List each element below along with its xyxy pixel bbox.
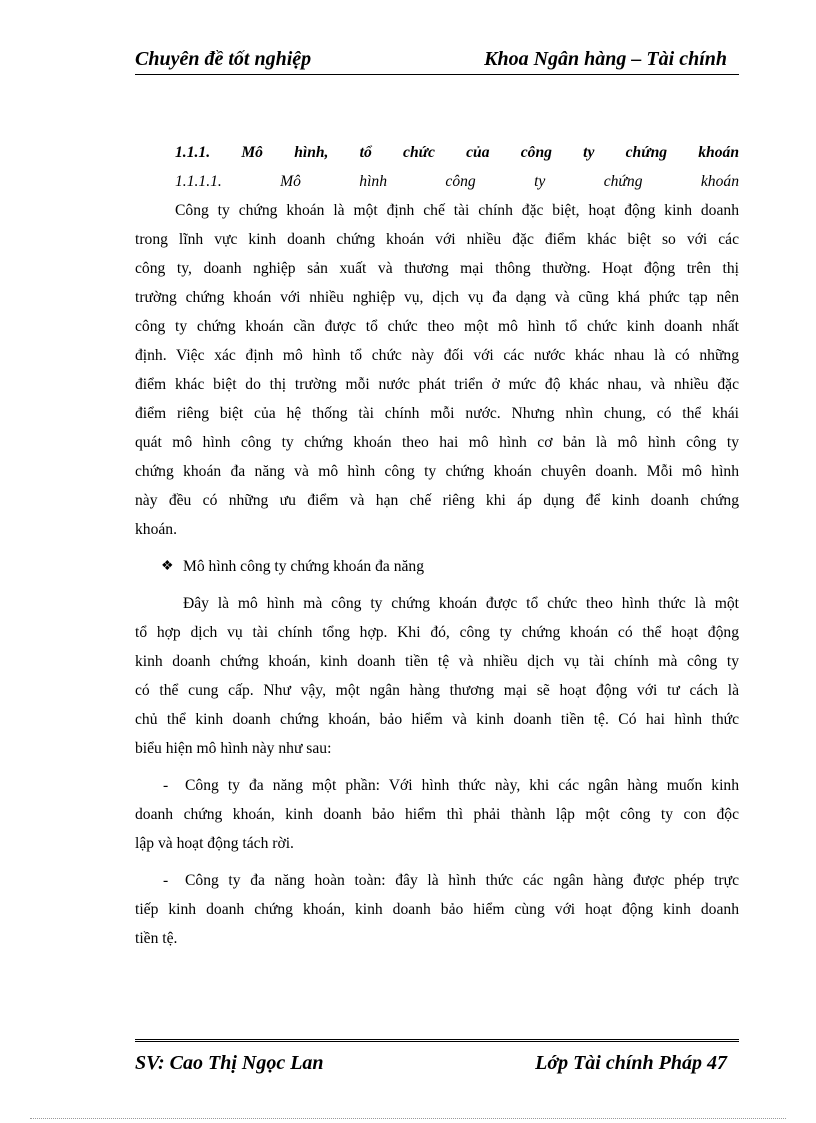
- paragraph-line: Đây là mô hình mà công ty chứng khoán được tổ chức theo hình thức là một: [183, 595, 739, 612]
- paragraph-line: công ty, doanh nghiệp sản xuất và thương mại thông thường. Hoạt động trên thị: [135, 260, 739, 277]
- dash-line: [135, 866, 739, 895]
- paragraph-line: lập và hoạt động tách rời.: [135, 835, 294, 852]
- section-subheading: 1.1.1.1. Mô hình công ty chứng khoán: [175, 173, 739, 190]
- page-footer: [135, 1039, 739, 1078]
- paragraph-line: biểu hiện mô hình này như sau:: [135, 740, 332, 757]
- bullet-text: Mô hình công ty chứng khoán đa năng: [183, 558, 425, 575]
- dash-item-2: [135, 866, 739, 953]
- footer-student-name: SV: Cao Thị Ngọc Lan: [135, 1052, 324, 1074]
- paragraph-line: quát mô hình công ty chứng khoán theo hai mô hình cơ bản là mô hình công ty: [135, 434, 739, 451]
- paragraph-line: có thể cung cấp. Như vậy, một ngân hàng thương mại sẽ hoạt động với tư cách là: [135, 682, 739, 699]
- bullet-item: [135, 552, 739, 581]
- dash-text: Công ty đa năng một phần: Với hình thức này, khi các ngân hàng muốn kinh: [185, 777, 739, 794]
- paragraph-line: tổ hợp dịch vụ tài chính tổng hợp. Khi đó, công ty chứng khoán có thể hoạt động: [135, 624, 739, 641]
- section-heading: 1.1.1. Mô hình, tổ chức của công ty chứng khoán: [175, 144, 739, 161]
- paragraph-1: [135, 196, 739, 544]
- diamond-bullet-icon: ❖: [161, 559, 174, 574]
- dash-bullet: -: [163, 872, 169, 889]
- paragraph-2: [135, 589, 739, 763]
- dash-text: Công ty đa năng hoàn toàn: đây là hình thức các ngân hàng được phép trực: [185, 872, 739, 889]
- paragraph-line: tiếp kinh doanh chứng khoán, kinh doanh bảo hiểm cùng với hoạt động kinh doanh: [135, 901, 739, 918]
- document-body: [135, 138, 739, 953]
- paragraph-line: tiền tệ.: [135, 930, 178, 947]
- header-left-title: Chuyên đề tốt nghiệp: [135, 48, 312, 70]
- dash-bullet: -: [163, 777, 169, 794]
- paragraph-line: chứng khoán đa năng và mô hình công ty chứng khoán chuyên doanh. Mỗi mô hình: [135, 463, 739, 480]
- paragraph-line: điểm riêng biệt của hệ thống tài chính mỗi nước. Nhưng nhìn chung, có thể khái: [135, 405, 739, 422]
- page-header: [135, 48, 739, 75]
- header-right-title: Khoa Ngân hàng – Tài chính: [484, 48, 727, 70]
- footer-class-name: Lớp Tài chính Pháp 47: [535, 1052, 727, 1074]
- paragraph-line: doanh chứng khoán, kinh doanh bảo hiểm thì phải thành lập một công ty con độc: [135, 806, 739, 823]
- paragraph-line: định. Việc xác định mô hình tổ chức này đối với các nước khác nhau là có những: [135, 347, 739, 364]
- paragraph-line: chủ thể kinh doanh chứng khoán, bảo hiểm và kinh doanh tiền tệ. Có hai hình thức: [135, 711, 739, 728]
- paragraph-line: trường chứng khoán với nhiều nghiệp vụ, dịch vụ đa dạng và cũng khá phức tạp nên: [135, 289, 739, 306]
- paragraph-line: khoán.: [135, 521, 178, 538]
- paragraph-line: điểm khác biệt do thị trường mỗi nước phát triển ở mức độ khác nhau, và nhiều đặc: [135, 376, 739, 393]
- bottom-divider: [30, 1118, 786, 1119]
- paragraph-line: công ty chứng khoán cần được tổ chức theo một mô hình tổ chức kinh doanh nhất: [135, 318, 739, 335]
- paragraph-line: Công ty chứng khoán là một định chế tài chính đặc biệt, hoạt động kinh doanh: [175, 202, 739, 219]
- paragraph-line: trong lĩnh vực kinh doanh chứng khoán với nhiều đặc điểm khác biệt so với các: [135, 231, 739, 248]
- dash-item-1: [135, 771, 739, 858]
- paragraph-line: này đều có những ưu điểm và hạn chế riêng khi áp dụng để kinh doanh chứng: [135, 492, 739, 509]
- dash-line: [135, 771, 739, 800]
- paragraph-line: kinh doanh chứng khoán, kinh doanh tiền tệ và nhiều dịch vụ tài chính mà công ty: [135, 653, 739, 670]
